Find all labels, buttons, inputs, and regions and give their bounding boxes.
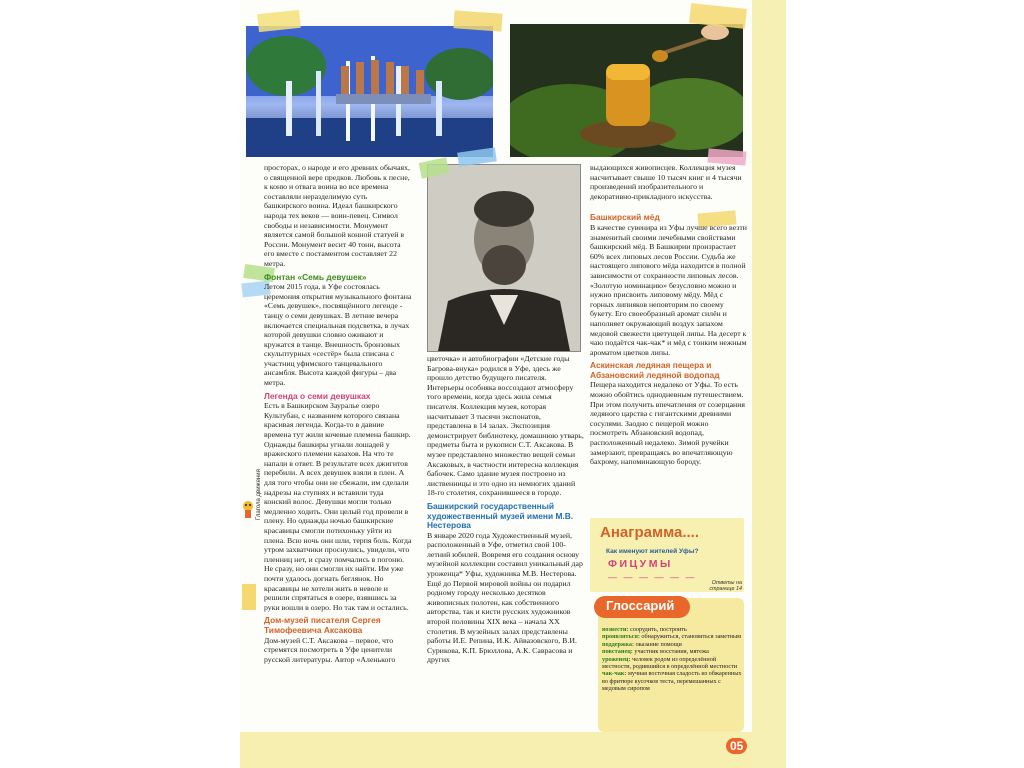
side-tab [242,584,256,610]
fountain-text: Летом 2015 года, в Уфе состоялась церемония открытия музыкального фонтана «Семь девушек», посвящённого легенде - танцу о семи девушках. В летние вечера включается специальная подсветка, в лучах которой девушки словно оживают и кружатся в танце. Внешность бронзовых скульптурных «сестёр» была списана с участниц уфимского танцевального ансамбля. Высота каждой фигуры – два метра. [264,282,412,388]
honey-photo [510,24,743,157]
aksakov-heading: Дом-музей писателя Сергея Тимофеевича Аксакова [264,615,381,635]
glossary-item: поддержка: оказание помощи [602,640,682,648]
aksakov-text: Дом-музей С.Т. Аксакова – первое, что стремятся посмотреть в Уфе ценители русской литературы. Автор «Аленького [264,635,396,664]
monument-text: просторах, о народе и его древних обычаях, о священной вере предков. Любовь к песне, к коню и отвага воина во все времена составляли неразделимую суть башкирского воина. Идеал башкирского народа тех веков — воин-певец. Символ свободы и независимости. Монумент является самой большой конной статуей в России. Монумент весит 40 тонн, высота его вместе с постаментом составляет 22 метра. [264,163,410,268]
anagram-answer-note: Ответы на странице 14 [709,580,742,593]
side-caption: Глагола движения [256,469,262,520]
pencil-mascot-icon [241,500,255,520]
anagram-title: Анаграмма.... [600,524,699,541]
glossary-item: проявляться: обнаружиться, становиться заметным [602,633,742,641]
column-right [590,163,748,467]
glossary-item: повстанец: участник восстания, мятежа [602,648,709,656]
page-number: 05 [726,738,747,754]
museum-continued-text: выдающихся живописцев. Коллекция музея насчитывает свыше 10 тысяч книг и 4 тысячи произведений изобразительного и декоративно-прикладного искусства. [590,163,742,201]
nesterov-museum-text: В январе 2020 года Художественный музей, расположенный в Уфе, отметил свой 100-летний юбилей. Вовремя его создания основу музейной коллекции составил уникальный дар уроженца* Уфы, художника М.В. Нестерова. Ещё до Первой мировой войны он подарил родному городу несколько десятков живописных полотен, как собственного авторства, так и кисти русских художников второй половины XIX века – начала XX столетия. В музейных залах представлены работы И.Е. Репина, И.К. Айвазовского, В.И. Сурикова, К.П. Брюллова, А.К. Саврасова и других [427,530,583,665]
honey-text: В качестве сувенира из Уфы лучше всего везти знаменитый своими лечебными свойствами башкирский мёд. В Башкирии произрастает 60% всех липовых лесов России. Судьба же настоящего липового мёда находится в полной зависимости от сохранности липовых лесов. «Золотую номинацию» безусловно можно и нужно присвоить липовому мёду. Мёд с горных липняков неповторим по своему букету. Его своеобразный аромат силён и наполняет окружающий воздух запахом медовой свежести цветущей липы. На десерт к чаю подаётся чак-чак* и мёд с тонким нежным ароматом цветков липы. [590,222,747,357]
glossary-title: Глоссарий [606,598,675,613]
magazine-page [240,0,752,768]
cave-text: Пещера находится недалеко от Уфы. То есть можно обойтись однодневным путешествием. При этом получить впечатления от созерцания ледяного царства с гигантскими древними сосулями. Заодно с пещерой можно посмотреть Абзановский водопад, расположенный недалеко. Зимой ручейки замерзают, превращаясь во впечатляющую бахрому, напоминающую бороду. [590,380,745,467]
cave-heading: Аскинская ледяная пещера и Абзановский ледяной водопад [590,360,720,380]
glossary-list [602,626,742,693]
fountain-photo [246,26,493,157]
column-left [264,163,412,664]
margin-strip [752,0,786,768]
aksakov-continued-text: цветочка» и автобиографии «Детские годы Багрова-внука» родился в Уфе, здесь же прошло детство будущего писателя. Интерьеры особняка воссоздают атмосферу того времени, когда здесь жила семья писателя. Коллекция музея, которая насчитывает 3 тысячи экспонатов, представлена в 14 залах. Экспозиция демонстрирует библиотеку, домашнюю утварь, предметы быта и рукописи С.Т. Аксакова. В музее представлено множество вещей семьи Аксаковых, в частности интересна коллекция бабочек. Само здание музея построено из лиственницы и это одно из немногих зданий 18-го столетия, сохранившееся в городе. [427,354,584,498]
legend-text: Есть в Башкирском Зауралье озеро Культубан, с названием которого связана красивая легенда. Когда-то в давние времена тут жили кочевые племена башкир. Однажды башкиры угнали лошадей у вражеского племени казахов. На что те напали в ответ. В результате всех джигитов перебили. А всех девушек взяли в плен. А для того чтобы они не сбежали, им сделали надрезы на ступнях и вставили туда конский волос. Девушки могли только медленно ходить. Они целый год провели в плену. Но однажды ночью башкирские красавицы смогли потихоньку уйти из плена. Всю ночь они шли, терпя боль. Когда утром захватчики проснулись, увидели, что пленниц нет, и сразу помчались в погоню. Не сразу, но они смогли их найти. Им уже почти удалось догнать беглянок. Но красавицы не хотели жить в неволе и решили спрятаться в озере, взявшись за руки вошли в озеро. Но так там и остались. [264,401,412,612]
anagram-question: Как именуют жителей Уфы? [606,548,699,555]
legend-heading: Легенда о семи девушках [264,390,371,401]
page-footer-band [240,732,752,768]
glossary-item: чак-чак: мучная восточная сладость из обжаренных во фритюре кусочков теста, перемешанных с медовым сиропом [602,670,742,693]
fountain-heading: Фонтан «Семь девушек» [264,271,367,282]
anagram-word: ФИЦУМЫ [608,558,673,570]
glossary-item: уроженец: человек родом из определённой местности, родившийся в определённой местности [602,655,738,671]
anagram-answer-blanks: — — — — — — [608,572,697,582]
nesterov-portrait [427,164,581,352]
nesterov-museum-heading: Башкирский государственный художественный музей имени М.В. Нестерова [427,500,574,531]
honey-heading: Башкирский мёд [590,212,660,223]
glossary-item: возвести: соорудить, построить [602,626,687,633]
column-middle [427,354,585,665]
anagram-box [590,518,744,592]
tape-decoration [453,10,502,31]
